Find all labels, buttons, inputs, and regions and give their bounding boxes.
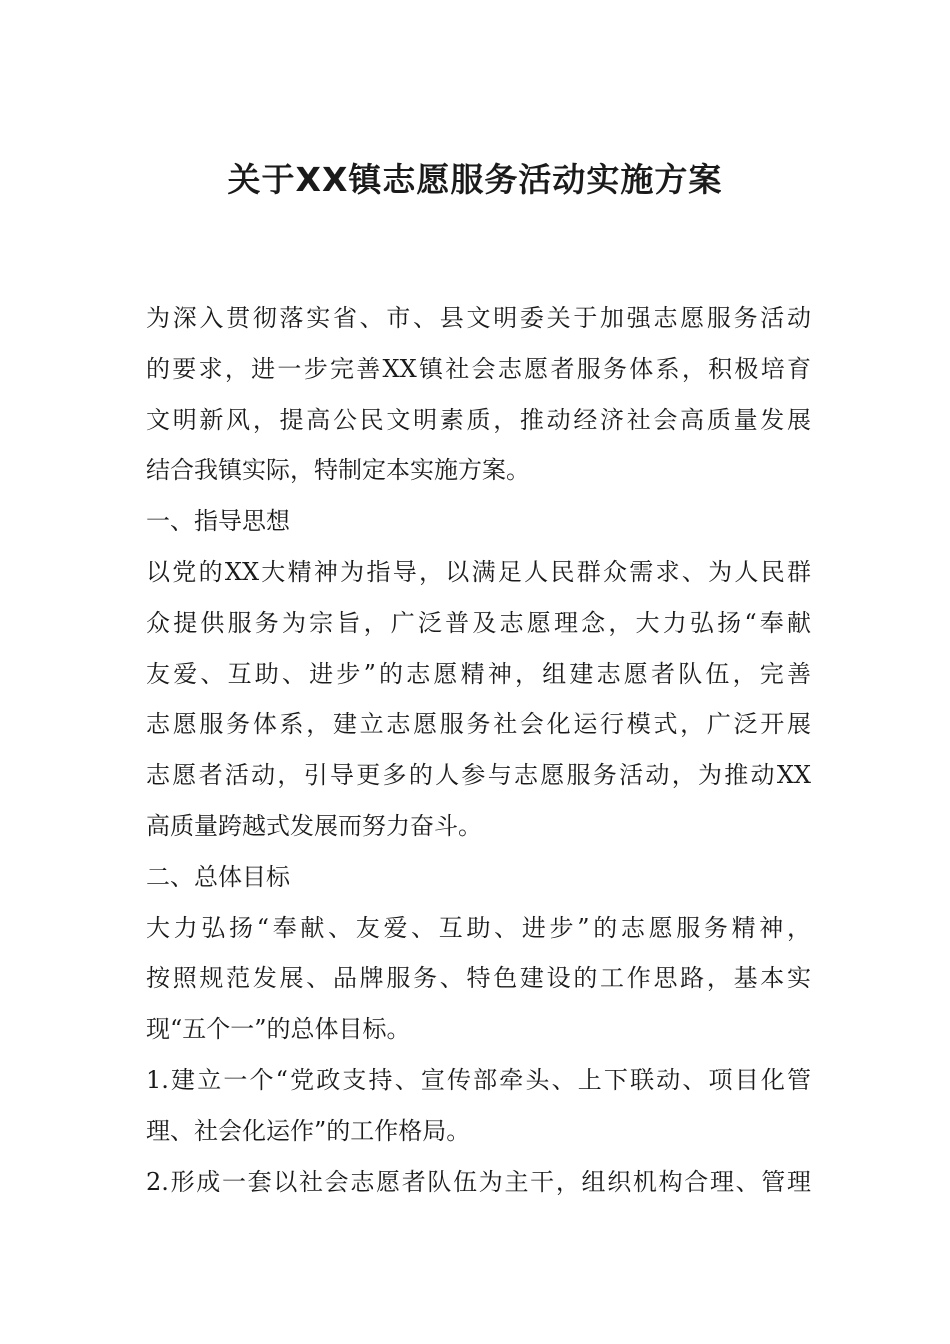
body-text-line: 文明新风，提高公民文明素质，推动经济社会高质量发展 [146,405,811,434]
body-text-line: 现“五个一”的总体目标。 [146,1015,411,1044]
body-text-line: 以党的XX大精神为指导，以满足人民群众需求、为人民群 [146,557,811,586]
body-text-line: 高质量跨越式发展而努力奋斗。 [146,811,482,840]
body-text-line: 友爱、互助、进步”的志愿精神，组建志愿者队伍，完善 [146,659,811,688]
body-text-line: 1.建立一个“党政支持、宣传部牵头、上下联动、项目化管 [146,1065,811,1094]
body-text-line: 大力弘扬“奉献、友爱、互助、进步”的志愿服务精神， [146,913,811,942]
body-text-line: 二、总体目标 [146,862,290,891]
body-text-line: 为深入贯彻落实省、市、县文明委关于加强志愿服务活动 [146,304,811,332]
document-title: 关于XX镇志愿服务活动实施方案 [227,160,723,199]
document-body [146,293,811,1207]
body-text-line: 2.形成一套以社会志愿者队伍为主干，组织机构合理、管理 [146,1167,811,1196]
body-text-line: 志愿服务体系，建立志愿服务社会化运行模式，广泛开展 [146,710,811,739]
body-text-line: 按照规范发展、品牌服务、特色建设的工作思路，基本实 [146,964,811,993]
body-text-line: 的要求，进一步完善XX镇社会志愿者服务体系，积极培育 [146,354,811,383]
body-text-line: 理、社会化运作”的工作格局。 [146,1116,471,1145]
body-text-line: 众提供服务为宗旨，广泛普及志愿理念，大力弘扬“奉献 [146,608,811,637]
body-text-line: 结合我镇实际，特制定本实施方案。 [146,456,530,485]
body-text-line: 一、指导思想 [146,507,290,536]
body-text-line: 志愿者活动，引导更多的人参与志愿服务活动，为推动XX [146,761,811,790]
